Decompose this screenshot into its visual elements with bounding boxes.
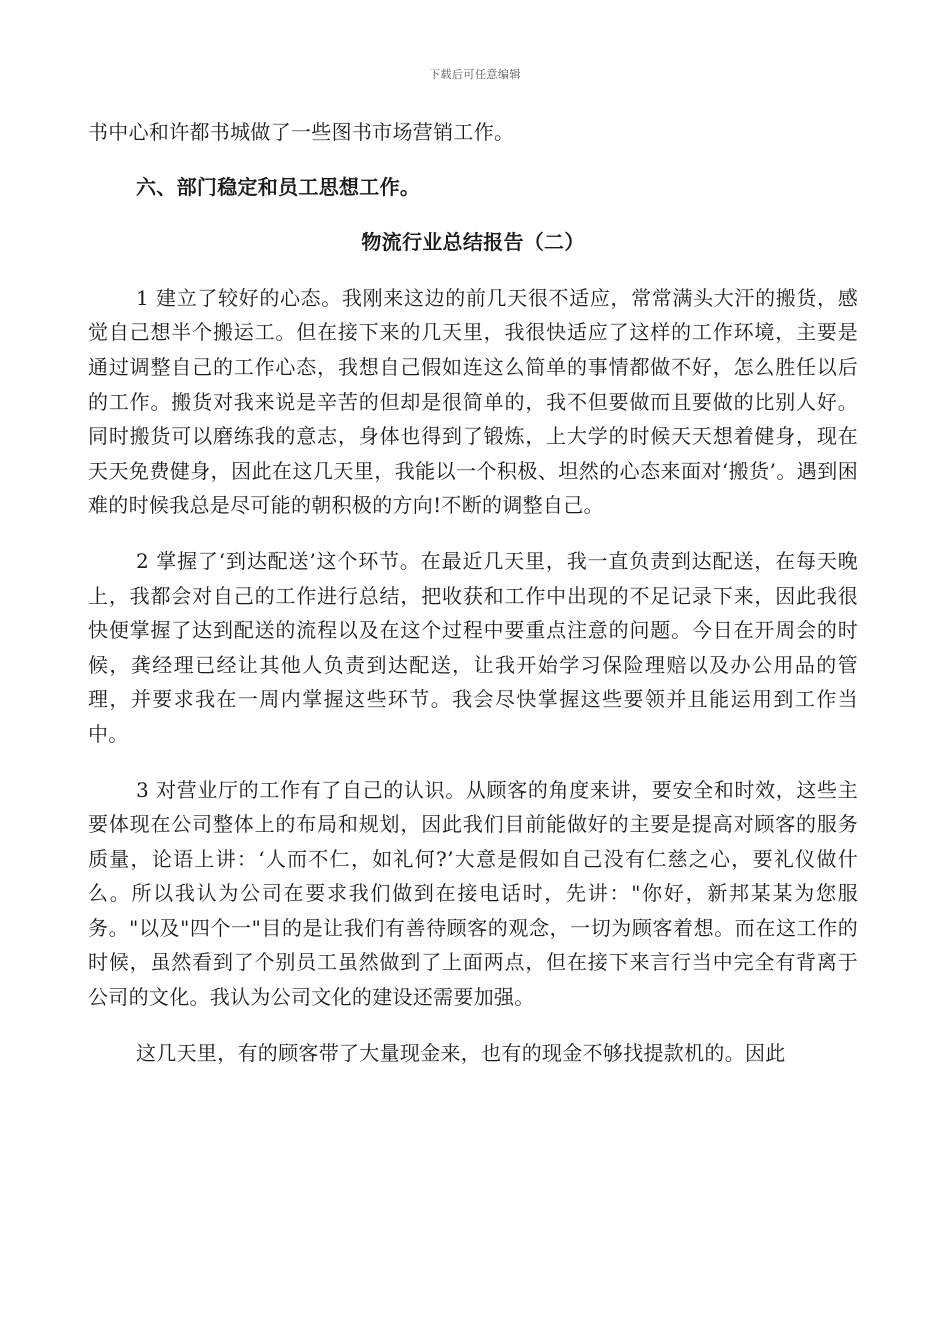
paragraph-3: 3 对营业厅的工作有了自己的认识。从顾客的角度来讲，要安全和时效，这些主要体现在公司整体上的布局和规划，因此我们目前能做好的主要是提高对顾客的服务质量，论语上讲：‘人而不仁，如礼何?’大意是假如自己没有仁慈之心，要礼仪做什么。所以我认为公司在要求我们做到在接电话时，先讲："你好，新邦某某为您服务。"以及"四个一"目的是让我们有善待顾客的观念，一切为顾客着想。而在这工作的时候，虽然看到了个别员工虽然做到了上面两点，但在接下来言行当中完全有背离于公司的文化。我认为公司文化的建设还需要加强。	[88, 777, 858, 1010]
continuation-line: 书中心和许都书城做了一些图书市场营销工作。	[88, 120, 515, 144]
document-body	[88, 115, 858, 1070]
section-heading: 六、部门稳定和员工思想工作。	[136, 174, 421, 199]
paragraph-4: 这几天里，有的顾客带了大量现金来，也有的现金不够找提款机的。因此	[136, 1040, 786, 1065]
paragraph-2: 2 掌握了‘到达配送’这个环节。在最近几天里，我一直负责到达配送，在每天晚上，我都会对自己的工作进行总结，把收获和工作中出现的不足记录下来，因此我很快便掌握了达到配送的流程以及在这个过程中要重点注意的问题。今日在开周会的时候，龚经理已经让其他人负责到达配送，让我开始学习保险理赔以及办公用品的管理，并要求我在一周内掌握这些环节。我会尽快掌握这些要领并且能运用到工作当中。	[88, 548, 858, 746]
paragraph-1: 1 建立了较好的心态。我刚来这边的前几天很不适应，常常满头大汗的搬货，感觉自己想半个搬运工。但在接下来的几天里，我很快适应了这样的工作环境，主要是通过调整自己的工作心态，我想自己假如连这么简单的事情都做不好，怎么胜任以后的工作。搬货对我来说是辛苦的但却是很简单的，我不但要做而且要做的比别人好。同时搬货可以磨练我的意志，身体也得到了锻炼，上大学的时候天天想着健身，现在天天免费健身，因此在这几天里，我能以一个积极、坦然的心态来面对‘搬货’。遇到困难的时候我总是尽可能的朝积极的方向!不断的调整自己。	[88, 285, 858, 518]
download-note: 下载后可任意编辑	[429, 68, 521, 81]
report-title: 物流行业总结报告（二）	[361, 230, 585, 255]
